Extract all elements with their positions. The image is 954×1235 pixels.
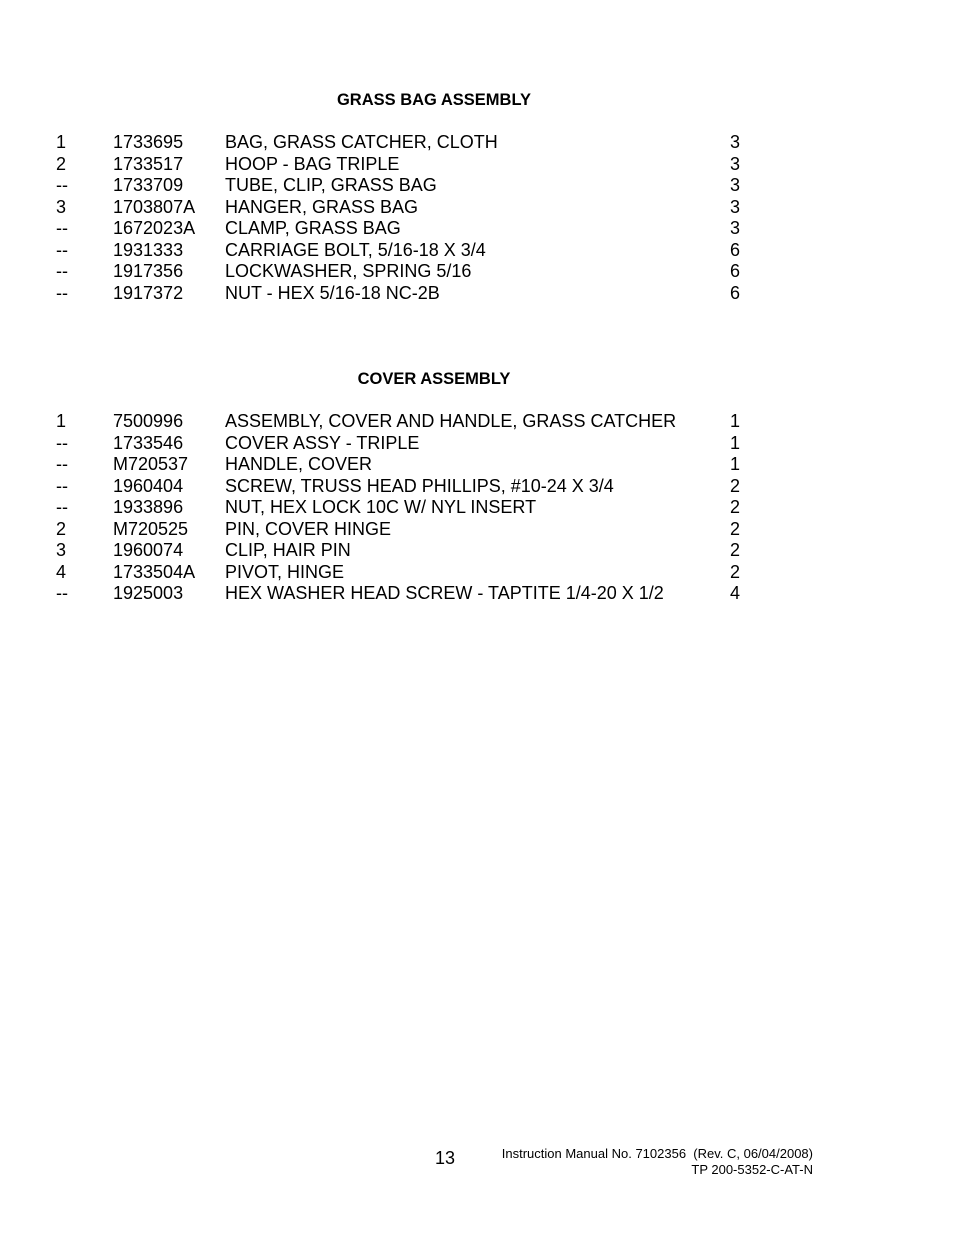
part-description: SCREW, TRUSS HEAD PHILLIPS, #10-24 X 3/4 [225,475,614,496]
table-row [56,240,756,262]
quantity: 3 [730,132,741,152]
page-number: 13 [435,1148,456,1168]
part-description: CARRIAGE BOLT, 5/16-18 X 3/4 [225,239,486,260]
table-row [56,411,756,433]
ref-number: -- [56,175,68,195]
table-row [56,197,756,219]
table-row [56,476,756,498]
ref-number: -- [56,475,68,496]
table-row [56,454,756,476]
quantity: 2 [730,561,741,582]
part-description: CLAMP, GRASS BAG [225,218,401,238]
quantity: 6 [730,282,741,303]
part-number: 1733517 [113,153,184,174]
ref-number: -- [56,239,68,260]
table-row [56,283,756,305]
part-description: BAG, GRASS CATCHER, CLOTH [225,132,498,152]
part-description: PIN, COVER HINGE [225,518,392,539]
table-row [56,261,756,283]
table-row [56,218,756,240]
part-number: 1933896 [113,497,184,517]
part-description: NUT - HEX 5/16-18 NC-2B [225,282,440,303]
quantity: 2 [730,497,741,517]
ref-number: 2 [56,518,67,539]
table-row [56,132,756,154]
ref-number: 2 [56,153,67,174]
part-number: M720537 [113,454,189,474]
ref-number: 3 [56,540,67,560]
table-row [56,175,756,197]
quantity: 3 [730,153,741,174]
part-number: 1960404 [113,475,184,496]
ref-number: -- [56,432,68,453]
ref-number: -- [56,497,68,517]
section-title-grass-bag-assembly: GRASS BAG ASSEMBLY [336,91,532,109]
part-description: HEX WASHER HEAD SCREW - TAPTITE 1/4-20 X 1/2 [225,583,664,603]
part-number: 1917372 [113,282,184,303]
part-description: CLIP, HAIR PIN [225,540,351,560]
part-description: TUBE, CLIP, GRASS BAG [225,175,437,195]
ref-number: -- [56,282,68,303]
table-row [56,433,756,455]
quantity: 6 [730,239,741,260]
part-description: HANDLE, COVER [225,454,373,474]
table-row [56,154,756,176]
footer-info [502,1146,813,1178]
part-number: 1733709 [113,175,184,195]
quantity: 3 [730,196,741,217]
part-number: 1917356 [113,261,184,281]
quantity: 3 [730,218,741,238]
ref-number: -- [56,218,68,238]
table-row [56,540,756,562]
ref-number: 4 [56,561,67,582]
ref-number: 1 [56,132,67,152]
part-number: M720525 [113,518,189,539]
quantity: 1 [730,454,741,474]
part-description: NUT, HEX LOCK 10C W/ NYL INSERT [225,497,537,517]
ref-number: 1 [56,411,67,431]
quantity: 2 [730,518,741,539]
part-description: ASSEMBLY, COVER AND HANDLE, GRASS CATCHER [225,411,677,431]
part-number: 1931333 [113,239,184,260]
table-row [56,497,756,519]
part-number: 1733695 [113,132,184,152]
ref-number: -- [56,583,68,603]
parts-table-grass-bag-assembly [56,132,756,304]
ref-number: -- [56,261,68,281]
part-number: 1960074 [113,540,184,560]
quantity: 6 [730,261,741,281]
quantity: 3 [730,175,741,195]
part-number: 1733546 [113,432,184,453]
part-number: 1925003 [113,583,184,603]
part-description: HOOP - BAG TRIPLE [225,153,400,174]
table-row [56,562,756,584]
table-row [56,583,756,605]
quantity: 2 [730,475,741,496]
part-description: PIVOT, HINGE [225,561,345,582]
part-description: COVER ASSY - TRIPLE [225,432,420,453]
ref-number: 3 [56,196,67,217]
table-row [56,519,756,541]
part-number: 7500996 [113,411,184,431]
part-number: 1733504A [113,561,196,582]
part-number: 1672023A [113,218,196,238]
ref-number: -- [56,454,68,474]
tp-number-line: TP 200-5352-C-AT-N [691,1162,813,1177]
quantity: 2 [730,540,741,560]
part-number: 1703807A [113,196,196,217]
quantity: 4 [730,583,741,603]
part-description: HANGER, GRASS BAG [225,196,419,217]
section-title-cover-assembly: COVER ASSEMBLY [357,370,511,388]
manual-number-line: Instruction Manual No. 7102356 (Rev. C, 06/04/2008) [501,1146,813,1161]
quantity: 1 [730,411,741,431]
part-description: LOCKWASHER, SPRING 5/16 [225,261,472,281]
quantity: 1 [730,432,741,453]
parts-table-cover-assembly [56,411,756,605]
